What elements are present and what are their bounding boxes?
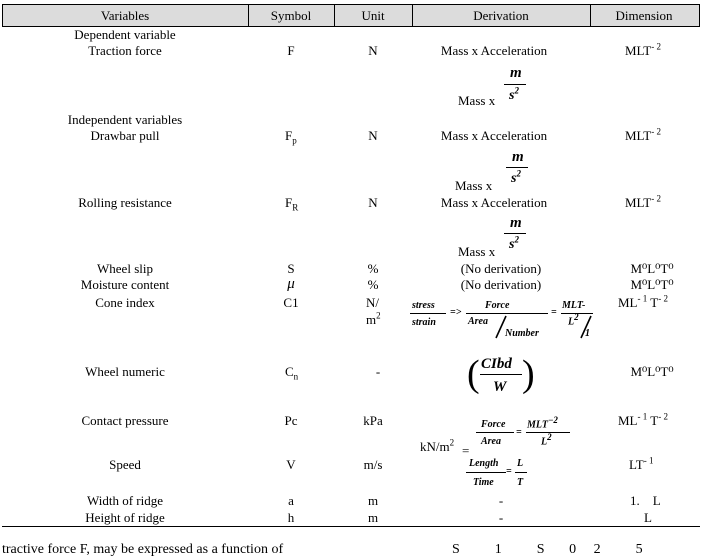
row-rolling-variable: Rolling resistance <box>78 195 172 210</box>
row-contact-variable: Contact pressure <box>81 413 169 428</box>
row-speed-symbol: V <box>286 457 296 472</box>
row-speed-dimension: $LT^{- 1}$ <box>629 455 654 472</box>
row-height-derivation: - <box>498 510 504 525</box>
math-L: L <box>517 458 524 469</box>
fraction-bar <box>515 472 527 473</box>
math-s2: $s^2$ <box>509 85 519 103</box>
row-rolling-derivation: Mass x Acceleration <box>440 195 548 210</box>
fraction-bar <box>476 432 514 433</box>
row-width-dimension: 1. L <box>630 493 661 508</box>
row-drawbar-variable: Drawbar pull <box>90 128 160 143</box>
row-height-unit: m <box>367 510 379 525</box>
row-contact-symbol: Pc <box>284 413 298 428</box>
row-drawbar-derivation-2: Mass x <box>455 178 493 193</box>
row-traction-unit: N <box>368 43 378 58</box>
math-length: Length <box>469 458 499 469</box>
row-wheel-numeric-variable: Wheel numeric <box>85 364 165 379</box>
math-force: Force <box>485 300 510 311</box>
grid-line <box>334 4 335 26</box>
row-moisture-dimension: M⁰L⁰T⁰ <box>630 277 674 292</box>
row-width-derivation: - <box>498 493 504 508</box>
fraction-bar <box>466 472 506 473</box>
header-derivation: Derivation <box>473 8 529 23</box>
row-traction-derivation: Mass x Acceleration <box>440 43 548 58</box>
row-slip-derivation: (No derivation) <box>460 261 542 276</box>
row-drawbar-unit: N <box>368 128 378 143</box>
math-l2: $L^2$ <box>541 432 552 448</box>
math-m: m <box>510 65 522 81</box>
row-height-dimension: L <box>644 510 652 525</box>
row-moisture-unit: % <box>367 277 379 292</box>
row-cone-symbol: C1 <box>283 295 299 310</box>
row-rolling-unit: N <box>368 195 378 210</box>
row-width-symbol: a <box>288 493 294 508</box>
math-area: Area <box>468 316 488 327</box>
row-wheel-numeric-dimension: M⁰L⁰T⁰ <box>630 364 674 379</box>
row-wheel-numeric-symbol: $C_n$ <box>285 364 299 382</box>
row-slip-symbol: S <box>287 261 295 276</box>
row-contact-derivation-prefix: $kN/m^2$ <box>420 437 455 454</box>
row-moisture-derivation: (No derivation) <box>460 277 542 292</box>
math-s2: $s^2$ <box>509 234 519 252</box>
math-s2: $s^2$ <box>511 168 521 186</box>
footer-text-left: tractive force F, may be expressed as a function of <box>2 542 284 557</box>
grid-line <box>248 4 249 26</box>
row-rolling-dimension: $MLT^{- 2}$ <box>625 193 661 210</box>
math-equals: = <box>516 427 522 438</box>
row-slip-dimension: M⁰L⁰T⁰ <box>630 261 674 276</box>
math-force: Force <box>481 419 506 430</box>
paren-left: ( <box>467 353 480 395</box>
math-equals: = <box>506 466 512 477</box>
row-contact-unit: kPa <box>363 413 383 428</box>
row-rolling-derivation-2: Mass x <box>458 244 496 259</box>
row-height-symbol: h <box>287 510 295 525</box>
grid-line <box>2 4 3 26</box>
math-T: T <box>517 477 524 488</box>
math-mlt: MLT- <box>562 300 586 311</box>
math-strain: strain <box>412 317 436 328</box>
paren-right: ) <box>522 353 535 395</box>
row-wheel-numeric-unit: - <box>375 364 381 379</box>
grid-line <box>590 4 591 26</box>
fraction-bar <box>410 313 446 314</box>
grid-line <box>699 4 700 26</box>
row-slip-variable: Wheel slip <box>97 261 153 276</box>
math-arrow: => <box>450 307 462 318</box>
math-time: Time <box>473 477 494 488</box>
row-traction-derivation-2: Mass x <box>458 93 496 108</box>
footer-text-right: S 1 S 0 2 5 <box>452 542 643 557</box>
row-traction-variable: Traction force <box>88 43 162 58</box>
fraction-bar <box>480 374 522 375</box>
math-l2: $L^2$ <box>568 312 579 328</box>
row-moisture-symbol: μ <box>287 276 295 292</box>
section-independent: Independent variables <box>67 112 183 127</box>
math-stress: stress <box>412 300 435 311</box>
row-drawbar-dimension: $MLT^{- 2}$ <box>625 126 661 143</box>
row-rolling-symbol: $F_R$ <box>285 195 299 213</box>
math-one: 1 <box>585 328 590 339</box>
row-drawbar-symbol: $F_p$ <box>285 128 297 146</box>
row-speed-variable: Speed <box>109 457 141 472</box>
math-w: W <box>493 379 507 395</box>
row-width-variable: Width of ridge <box>86 493 164 508</box>
section-dependent: Dependent variable <box>74 27 176 42</box>
table-bottom-rule <box>2 526 700 527</box>
row-traction-dimension: $MLT^{- 2}$ <box>625 41 661 58</box>
header-symbol: Symbol <box>270 8 312 23</box>
row-drawbar-derivation: Mass x Acceleration <box>440 128 548 143</box>
row-slip-unit: % <box>367 261 379 276</box>
grid-line <box>412 4 413 26</box>
row-cone-dimension: $ML^{- 1}$ $T^{- 2}$ <box>618 293 668 310</box>
math-m: m <box>512 149 524 165</box>
header-unit: Unit <box>361 8 385 23</box>
row-width-unit: m <box>367 493 379 508</box>
math-cibd: CIbd <box>481 356 512 372</box>
row-cone-unit-2: $m^2$ <box>366 310 381 327</box>
row-contact-dimension: $ML^{- 1}$ $T^{- 2}$ <box>618 411 668 428</box>
math-m: m <box>510 215 522 231</box>
row-height-variable: Height of ridge <box>85 510 165 525</box>
math-equals: = <box>462 443 470 458</box>
math-mlt: $MLT^{-2}$ <box>527 415 558 431</box>
row-cone-unit: N/ <box>366 295 379 310</box>
row-speed-unit: m/s <box>363 457 383 472</box>
row-cone-variable: Cone index <box>95 295 155 310</box>
header-dimension: Dimension <box>615 8 673 23</box>
header-variables: Variables <box>100 8 150 23</box>
math-equals: = <box>551 307 557 318</box>
math-number: Number <box>505 328 539 339</box>
math-area: Area <box>481 436 501 447</box>
row-traction-symbol: F <box>287 43 295 58</box>
row-moisture-variable: Moisture content <box>80 277 170 292</box>
